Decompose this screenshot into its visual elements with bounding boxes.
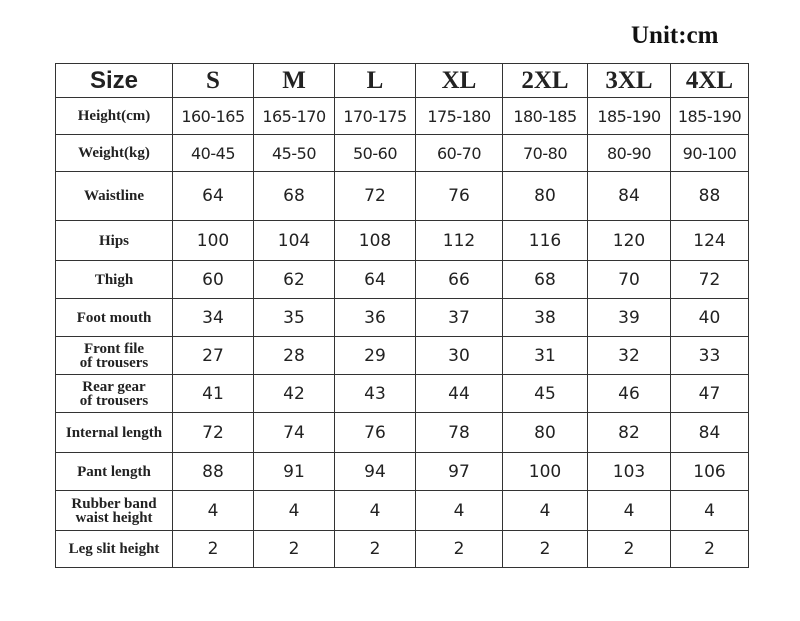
table-row (56, 491, 749, 531)
table-cell: 76 (335, 413, 416, 453)
table-cell: 84 (588, 172, 671, 221)
table-cell: 97 (416, 453, 503, 491)
table-cell: 94 (335, 453, 416, 491)
table-cell: 80-90 (588, 135, 671, 172)
table-cell: 175-180 (416, 98, 503, 135)
table-row (56, 221, 749, 261)
header-cell: M (254, 64, 335, 98)
table-cell: 72 (335, 172, 416, 221)
table-row (56, 172, 749, 221)
table-cell: 45-50 (254, 135, 335, 172)
table-cell: 90-100 (671, 135, 749, 172)
table-cell: 36 (335, 299, 416, 337)
table-body (56, 98, 749, 568)
row-label: Hips (56, 221, 173, 261)
table-cell: 91 (254, 453, 335, 491)
table-row (56, 135, 749, 172)
table-cell: 4 (335, 491, 416, 531)
table-cell: 78 (416, 413, 503, 453)
table-cell: 124 (671, 221, 749, 261)
table-cell: 76 (416, 172, 503, 221)
table-cell: 185-190 (671, 98, 749, 135)
table-cell: 34 (173, 299, 254, 337)
table-row (56, 299, 749, 337)
table-cell: 185-190 (588, 98, 671, 135)
table-cell: 84 (671, 413, 749, 453)
table-cell: 38 (503, 299, 588, 337)
table-cell: 4 (588, 491, 671, 531)
table-cell: 72 (173, 413, 254, 453)
table-cell: 64 (173, 172, 254, 221)
row-label: Height(cm) (56, 98, 173, 135)
header-cell: XL (416, 64, 503, 98)
table-cell: 32 (588, 337, 671, 375)
row-label: Front file of trousers (56, 337, 173, 375)
table-cell: 45 (503, 375, 588, 413)
table-cell: 31 (503, 337, 588, 375)
table-row (56, 453, 749, 491)
table-cell: 68 (254, 172, 335, 221)
table-cell: 43 (335, 375, 416, 413)
table-cell: 82 (588, 413, 671, 453)
row-label: Weight(kg) (56, 135, 173, 172)
table-row (56, 413, 749, 453)
table-row (56, 261, 749, 299)
table-cell: 180-185 (503, 98, 588, 135)
row-label: Rubber band waist height (56, 491, 173, 531)
table-cell: 29 (335, 337, 416, 375)
table-cell: 104 (254, 221, 335, 261)
table-cell: 88 (173, 453, 254, 491)
table-cell: 27 (173, 337, 254, 375)
table-cell: 28 (254, 337, 335, 375)
table-row (56, 337, 749, 375)
row-label: Internal length (56, 413, 173, 453)
table-cell: 68 (503, 261, 588, 299)
table-cell: 2 (173, 531, 254, 568)
table-cell: 4 (254, 491, 335, 531)
row-label: Foot mouth (56, 299, 173, 337)
table-cell: 100 (503, 453, 588, 491)
table-cell: 42 (254, 375, 335, 413)
table-cell: 60-70 (416, 135, 503, 172)
header-cell: 3XL (588, 64, 671, 98)
table-cell: 4 (671, 491, 749, 531)
unit-label: Unit:cm (631, 22, 719, 49)
row-label: Leg slit height (56, 531, 173, 568)
table-cell: 2 (503, 531, 588, 568)
table-cell: 66 (416, 261, 503, 299)
table-cell: 88 (671, 172, 749, 221)
table-cell: 2 (254, 531, 335, 568)
table-cell: 103 (588, 453, 671, 491)
table-cell: 4 (503, 491, 588, 531)
table-cell: 108 (335, 221, 416, 261)
table-cell: 165-170 (254, 98, 335, 135)
table-cell: 74 (254, 413, 335, 453)
table-cell: 60 (173, 261, 254, 299)
table-cell: 70-80 (503, 135, 588, 172)
header-cell: Size (56, 64, 173, 98)
row-label: Waistline (56, 172, 173, 221)
table-cell: 62 (254, 261, 335, 299)
table-cell: 37 (416, 299, 503, 337)
table-cell: 72 (671, 261, 749, 299)
table-cell: 170-175 (335, 98, 416, 135)
table-cell: 2 (671, 531, 749, 568)
table-cell: 2 (335, 531, 416, 568)
table-cell: 116 (503, 221, 588, 261)
table-cell: 64 (335, 261, 416, 299)
table-cell: 39 (588, 299, 671, 337)
table-cell: 160-165 (173, 98, 254, 135)
size-chart-table (55, 63, 749, 568)
table-cell: 44 (416, 375, 503, 413)
header-cell: S (173, 64, 254, 98)
table-cell: 46 (588, 375, 671, 413)
table-cell: 30 (416, 337, 503, 375)
header-cell: 2XL (503, 64, 588, 98)
header-row (56, 64, 749, 98)
row-label: Pant length (56, 453, 173, 491)
table-cell: 112 (416, 221, 503, 261)
header-cell: L (335, 64, 416, 98)
table-cell: 40-45 (173, 135, 254, 172)
table-cell: 4 (416, 491, 503, 531)
table-cell: 100 (173, 221, 254, 261)
table-cell: 33 (671, 337, 749, 375)
table-row (56, 375, 749, 413)
table-cell: 2 (416, 531, 503, 568)
row-label: Rear gear of trousers (56, 375, 173, 413)
header-cell: 4XL (671, 64, 749, 98)
table-cell: 80 (503, 172, 588, 221)
table-cell: 41 (173, 375, 254, 413)
table-row (56, 531, 749, 568)
table-cell: 120 (588, 221, 671, 261)
table-cell: 40 (671, 299, 749, 337)
table-cell: 70 (588, 261, 671, 299)
table-cell: 106 (671, 453, 749, 491)
table-cell: 4 (173, 491, 254, 531)
table-cell: 80 (503, 413, 588, 453)
table-cell: 35 (254, 299, 335, 337)
row-label: Thigh (56, 261, 173, 299)
table-cell: 47 (671, 375, 749, 413)
table-cell: 2 (588, 531, 671, 568)
table-row (56, 98, 749, 135)
table-cell: 50-60 (335, 135, 416, 172)
